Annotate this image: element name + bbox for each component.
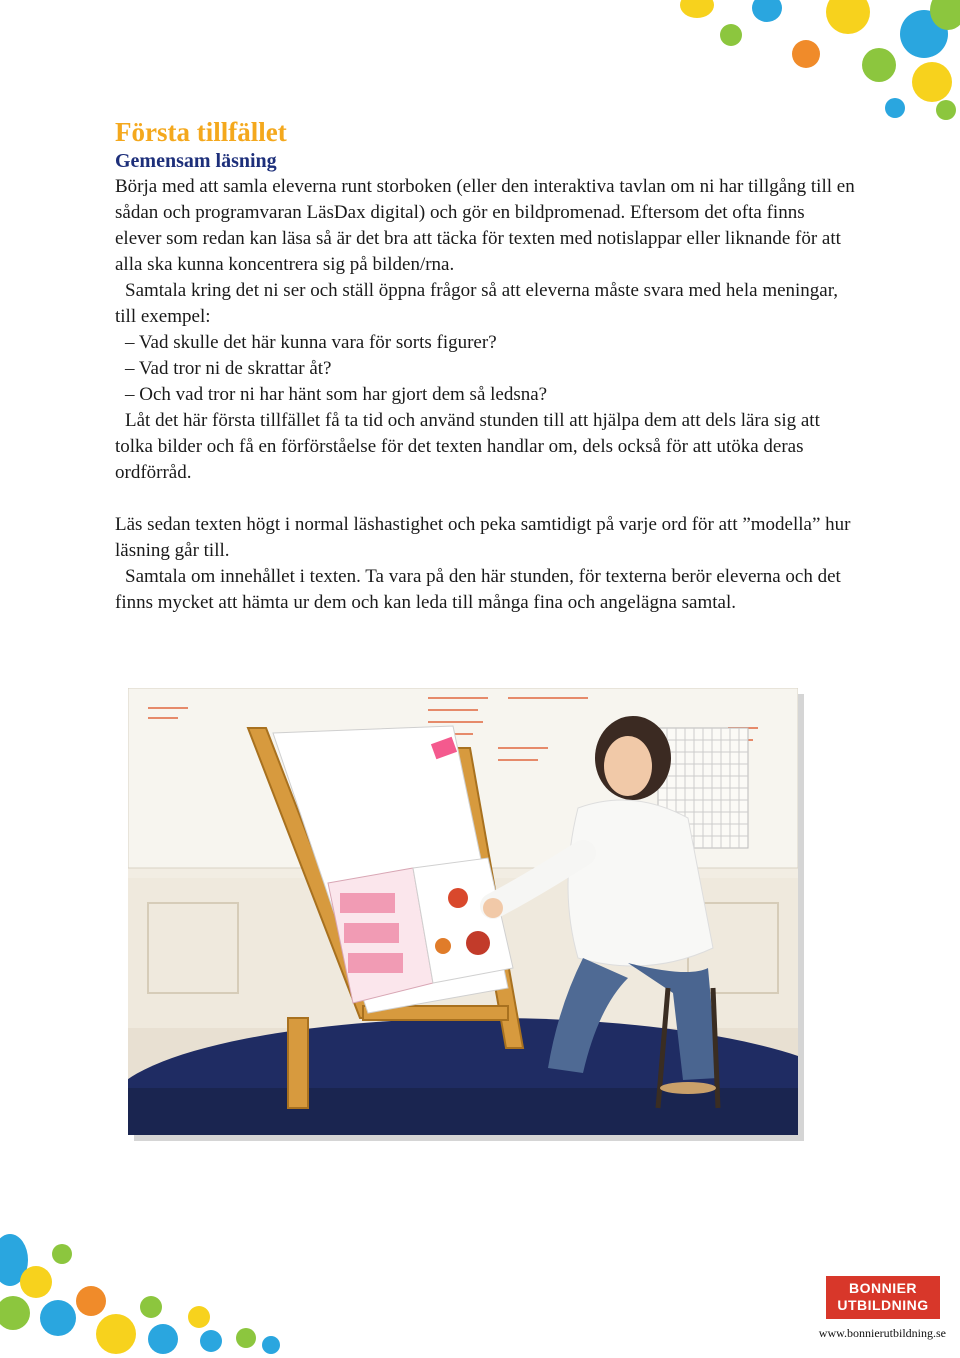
section-subheading: Gemensam läsning: [115, 150, 277, 172]
footer-url: www.bonnierutbildning.se: [818, 1326, 946, 1340]
logo-line-1: BONNIER: [848, 1280, 918, 1296]
paragraph-talk-content: Samtala om innehållet i texten. Ta vara på den här stunden, för texterna berör eleverna och det finns mycket att hämta ur dem och kan leda till många fina och angelägna samtal.: [115, 566, 841, 613]
bonnier-utbildning-logo: [826, 1276, 940, 1319]
classroom-photo: [128, 688, 798, 1135]
page-title: Första tillfället: [115, 117, 287, 147]
question-item-2: – Vad tror ni de skrattar åt?: [115, 356, 855, 382]
logo-line-2: UTBILDNING: [837, 1297, 929, 1313]
paragraph-intro: Börja med att samla eleverna runt storboken (eller den interaktiva tavlan om ni har tillgång till en sådan och programvaran LäsDax digital) och gör en bildpromenad. Eftersom det ofta finns elever som redan kan läsa så är det bra att täcka för texten med notislappar eller liknande för att alla ska kunna koncentrera sig på bilden/rna.: [115, 176, 855, 275]
paragraph-first-session: Låt det här första tillfället få ta tid och använd stunden till att hjälpa dem att dels lära sig att tolka bilder och få en förförståelse för det texten handlar om, dels också för att utöka deras ordförråd.: [115, 410, 820, 483]
question-item-1: – Vad skulle det här kunna vara för sorts figurer?: [115, 330, 855, 356]
question-item-3: – Och vad tror ni har hänt som har gjort dem så ledsna?: [115, 382, 855, 408]
document-body: [115, 116, 855, 616]
paragraph-discussion: Samtala kring det ni ser och ställ öppna frågor så att eleverna måste svara med hela meningar, till exempel:: [115, 280, 839, 327]
paragraph-read-aloud: Läs sedan texten högt i normal läshastighet och peka samtidigt på varje ord för att ”modella” hur läsning går till.: [115, 514, 851, 561]
